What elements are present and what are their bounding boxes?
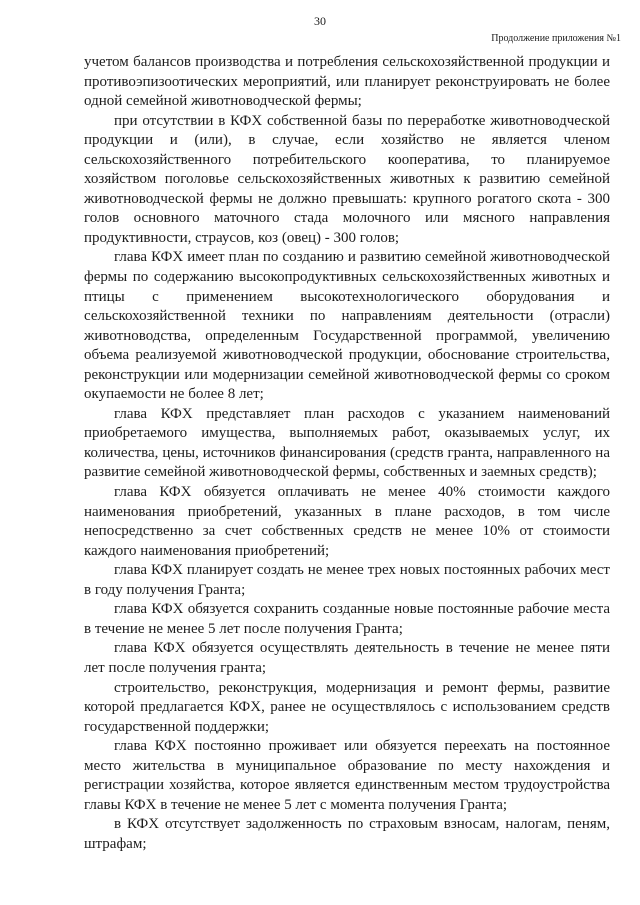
paragraph-payment-obligation: глава КФХ обязуется оплачивать не менее 40% стоимости каждого наименования приобретений, указанных в плане расходов, в том числе непосредственно за счет собственных средств не менее 10% от стоимости каждого наименования приобретений;: [84, 484, 610, 559]
paragraph-residence: глава КФХ постоянно проживает или обязуется переехать на постоянное место жительства в муниципальное образование по месту нахождения и регистрации хозяйства, которое является единственным местом трудоустройства главы КФХ в течение не менее 5 лет с момента получения Гранта;: [84, 738, 610, 813]
paragraph-state-support: строительство, реконструкция, модернизация и ремонт фермы, развитие которой предлагается КФХ, ранее не осуществлялось с использованием средств государственной поддержки;: [84, 679, 610, 735]
paragraph-no-debt: в КФХ отсутствует задолженность по страховым взносам, налогам, пеням, штрафам;: [84, 816, 610, 852]
paragraph-activity-duration: глава КФХ обязуется осуществлять деятельность в течение не менее пяти лет после получения гранта;: [84, 640, 610, 676]
paragraph-expense-plan: глава КФХ представляет план расходов с указанием наименований приобретаемого имущества, выполняемых работ, оказываемых услуг, их количества, цены, источников финансирования (средств гранта, направленного на развитие семейной животноводческой фермы, собственных и заемных средств);: [84, 405, 610, 481]
appendix-note: Продолжение приложения №1: [491, 33, 621, 44]
page-number: 30: [314, 14, 326, 28]
paragraph-new-jobs: глава КФХ планирует создать не менее трех новых постоянных рабочих мест в году получения Гранта;: [84, 562, 610, 598]
paragraph-keep-jobs: глава КФХ обязуется сохранить созданные новые постоянные рабочие места в течение не менее 5 лет после получения Гранта;: [84, 601, 610, 637]
paragraph-processing-base: при отсутствии в КФХ собственной базы по переработке животноводческой продукции и (или), в случае, если хозяйство не является членом сельскохозяйственного потребительского кооператива, то планируемое хозяйством поголовье сельскохозяйственных животных к развитию семейной животноводческой фермы не должно превышать: крупного рогатого скота - 300 голов основного маточного стада молочного или мясного направления продуктивности, страусов, коз (овец) - 300 голов;: [84, 112, 610, 246]
paragraph-farm-plan: глава КФХ имеет план по созданию и развитию семейной животноводческой фермы по содержанию высокопродуктивных сельскохозяйственных животных и птицы с применением высокотехнологического оборудования и сельскохозяйственной техники по направлениям деятельности (отрасли) животноводства, определенным Государственной программой, увеличению объема реализуемой животноводческой продукции, обоснование строительства, реконструкции или модернизации семейной животноводческой фермы со сроком окупаемости не более 8 лет;: [84, 249, 610, 403]
paragraph-continuation: учетом балансов производства и потребления сельскохозяйственной продукции и противоэпизоотических мероприятий, или планирует реконструировать не более одной семейной животноводческой фермы;: [84, 54, 610, 110]
body-text: [84, 53, 610, 854]
